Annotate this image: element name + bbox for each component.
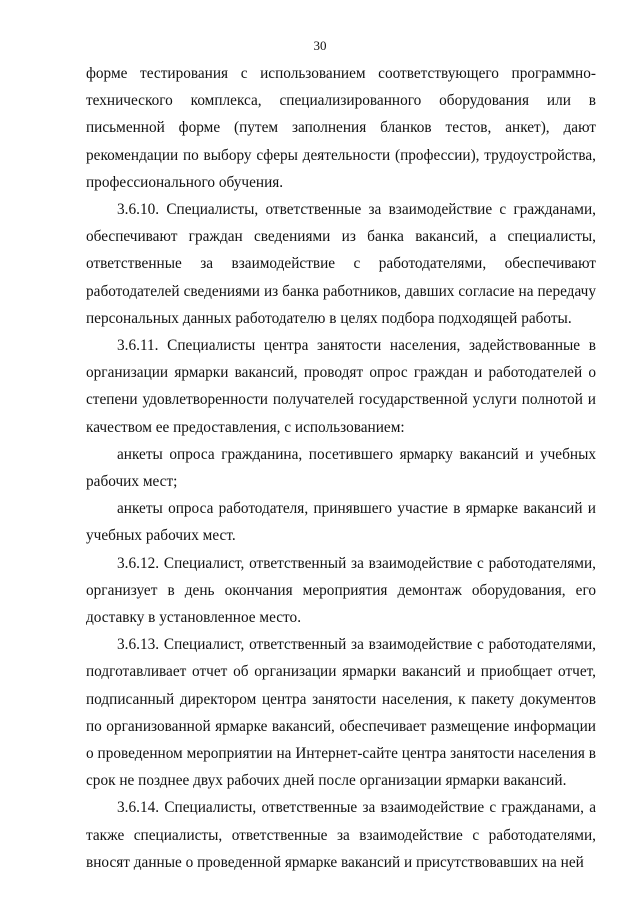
- paragraph-continuation: форме тестирования с использованием соответствующего программно-технического комплекса, специализированного оборудования или в письменной форме (путем заполнения бланков тестов, анкет), дают рекомендации по выбору сферы деятельности (профессии), трудоустройства, профессионального обучения.: [86, 65, 596, 191]
- paragraph-3-6-14: 3.6.14. Специалисты, ответственные за взаимодействие с гражданами, а также специалисты, ответственные за взаимодействие с работодателями, вносят данные о проведенной ярмарке вакансий и присутствовавших на ней: [86, 799, 596, 871]
- paragraph-3-6-10: 3.6.10. Специалисты, ответственные за взаимодействие с гражданами, обеспечивают граждан сведениями из банка вакансий, а специалисты, ответственные за взаимодействие с работодателями, обеспечивают работодателей сведениями из банка работников, давших согласие на передачу персональных данных работодателю в целях подбора подходящей работы.: [86, 201, 596, 327]
- paragraph-3-6-13: 3.6.13. Специалист, ответственный за взаимодействие с работодателями, подготавливает отчет об организации ярмарки вакансий и приобщает отчет, подписанный директором центра занятости населения, к пакету документов по организованной ярмарке вакансий, обеспечивает размещение информации о проведенном мероприятии на Интернет-сайте центра занятости населения в срок не позднее двух рабочих дней после организации ярмарки вакансий.: [86, 636, 596, 790]
- paragraph-3-6-11: 3.6.11. Специалисты центра занятости населения, задействованные в организации ярмарки вакансий, проводят опрос граждан и работодателей о степени удовлетворенности получателей государственной услуги полнотой и качеством ее предоставления, с использованием:: [86, 337, 596, 436]
- document-body: [86, 60, 596, 876]
- paragraph-3-6-12: 3.6.12. Специалист, ответственный за взаимодействие с работодателями, организует в день окончания мероприятия демонтаж оборудования, его доставку в установленное место.: [86, 554, 596, 627]
- list-item-citizen-survey: анкеты опроса гражданина, посетившего ярмарку вакансий и учебных рабочих мест;: [86, 445, 596, 491]
- list-item-employer-survey: анкеты опроса работодателя, принявшего участие в ярмарке вакансий и учебных рабочих мест.: [86, 500, 596, 545]
- page-number: 30: [313, 38, 327, 53]
